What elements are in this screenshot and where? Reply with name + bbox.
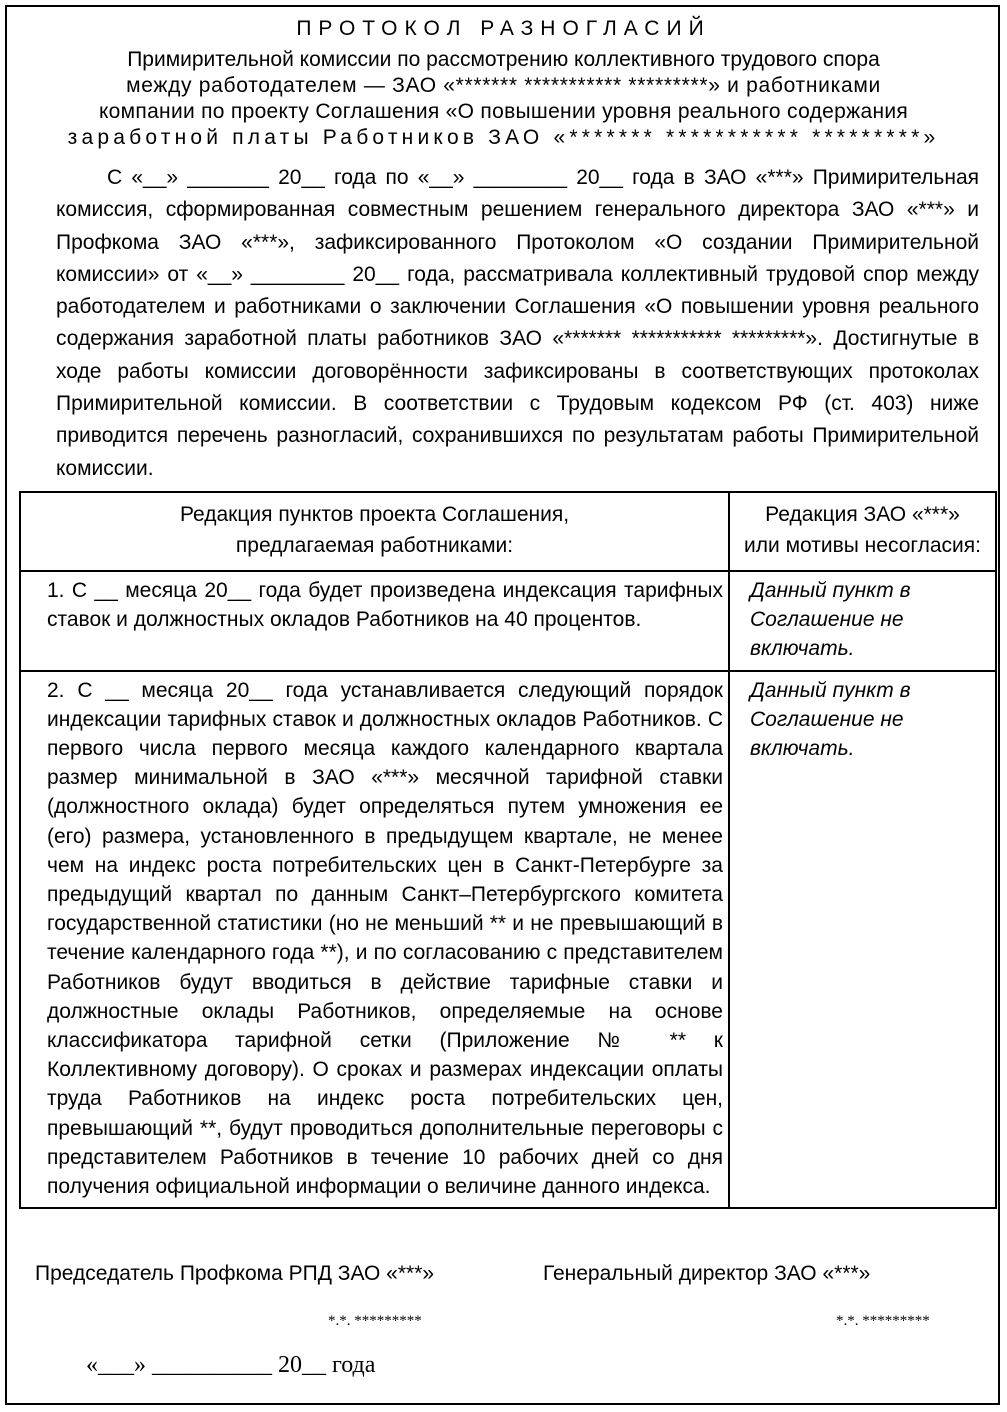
response-header-line-1: Редакция ЗАО «***» (765, 503, 960, 526)
proposal-header-line-2: предлагаемая работниками: (235, 534, 514, 557)
union-chair-signature-title: Председатель Профкома РПД ЗАО «***» (35, 1262, 435, 1285)
date-line: «___» __________ 20__ года (86, 1352, 376, 1378)
response-cell: Данный пункт в Соглашение не включать. (729, 671, 996, 1209)
response-header-line-2: или мотивы несогласия: (744, 534, 981, 557)
general-director-name: *.*. ********* (836, 1313, 930, 1329)
response-column-header (729, 492, 996, 571)
table-row (20, 671, 996, 1209)
table-header-row (20, 492, 996, 571)
general-director-signature-title: Генеральный директор ЗАО «***» (543, 1262, 871, 1285)
proposal-cell: 2. С __ месяца 20__ года устанавливается следующий порядок индексации тарифных ставок и должностных окладов Работников. С первого числа первого месяца каждого календарного квартала размер минимальной в ЗАО «***» месячной тарифной ставки (должностного оклада) будет определяться путем умножения ее (его) размера, установленного в предыдущем квартале, не менее чем на индекс роста потребительских цен в Санкт-Петербурге за предыдущий квартал по данным Санкт–Петербургского комитета государственной статистики (но не меньший ** и не превышающий в течение календарного года **), и по согласованию с представителем Работников будут вводиться в действие тарифные ставки и должностные оклады Работников, определяемые на основе классификатора тарифной сетки (Приложение № ** к Коллективному договору). О сроках и размерах индексации оплаты труда Работников на индекс роста потребительских цен, превышающий **, будут проводиться дополнительные переговоры с представителем Работников в течение 10 рабочих дней со дня получения официальной информации о величине данного индекса. (20, 671, 729, 1209)
subtitle-line-3: компании по проекту Соглашения «О повышении уровня реального содержания (98, 100, 909, 123)
disagreements-table (19, 491, 997, 1209)
proposal-cell: 1. С __ месяца 20__ года будет произведена индексация тарифных ставок и должностных окладов Работников на 40 процентов. (20, 571, 729, 671)
subtitle-line-2: между работодателем — ЗАО «******* *********** *********» и работниками (126, 74, 881, 97)
subtitle-line-1: Примирительной комиссии по рассмотрению коллективного трудового спора (127, 48, 880, 71)
proposal-column-header (20, 492, 729, 571)
union-chair-name: *.*. ********* (328, 1313, 422, 1329)
proposal-header-line-1: Редакция пунктов проекта Соглашения, (179, 503, 570, 526)
document-title: ПРОТОКОЛ РАЗНОГЛАСИЙ (296, 17, 711, 40)
intro-paragraph: С «__» _______ 20__ года по «__» ________ 20__ года в ЗАО «***» Примирительная комиссия, сформированная совместным решением генерального директора ЗАО «***» и Профкома ЗАО «***», зафиксированного Протоколом «О создании Примирительной комиссии» от «__» ________ 20__ года, рассматривала коллективный трудовой спор между работодателем и работниками о заключении Соглашения «О повышении уровня реального содержания заработной платы работников ЗАО «******* *********** *********». Достигнутые в ходе работы комиссии договорённости зафиксированы в соответствующих протоколах Примирительной комиссии. В соответствии с Трудовым кодексом РФ (ст. 403) ниже приводится перечень разногласий, сохранившихся по результатам работы Примирительной комиссии. (56, 166, 979, 480)
subtitle-line-4: заработной платы Работников ЗАО «******* *********** *********» (67, 126, 940, 149)
table-row (20, 571, 996, 671)
response-cell: Данный пункт в Соглашение не включать. (729, 571, 996, 671)
